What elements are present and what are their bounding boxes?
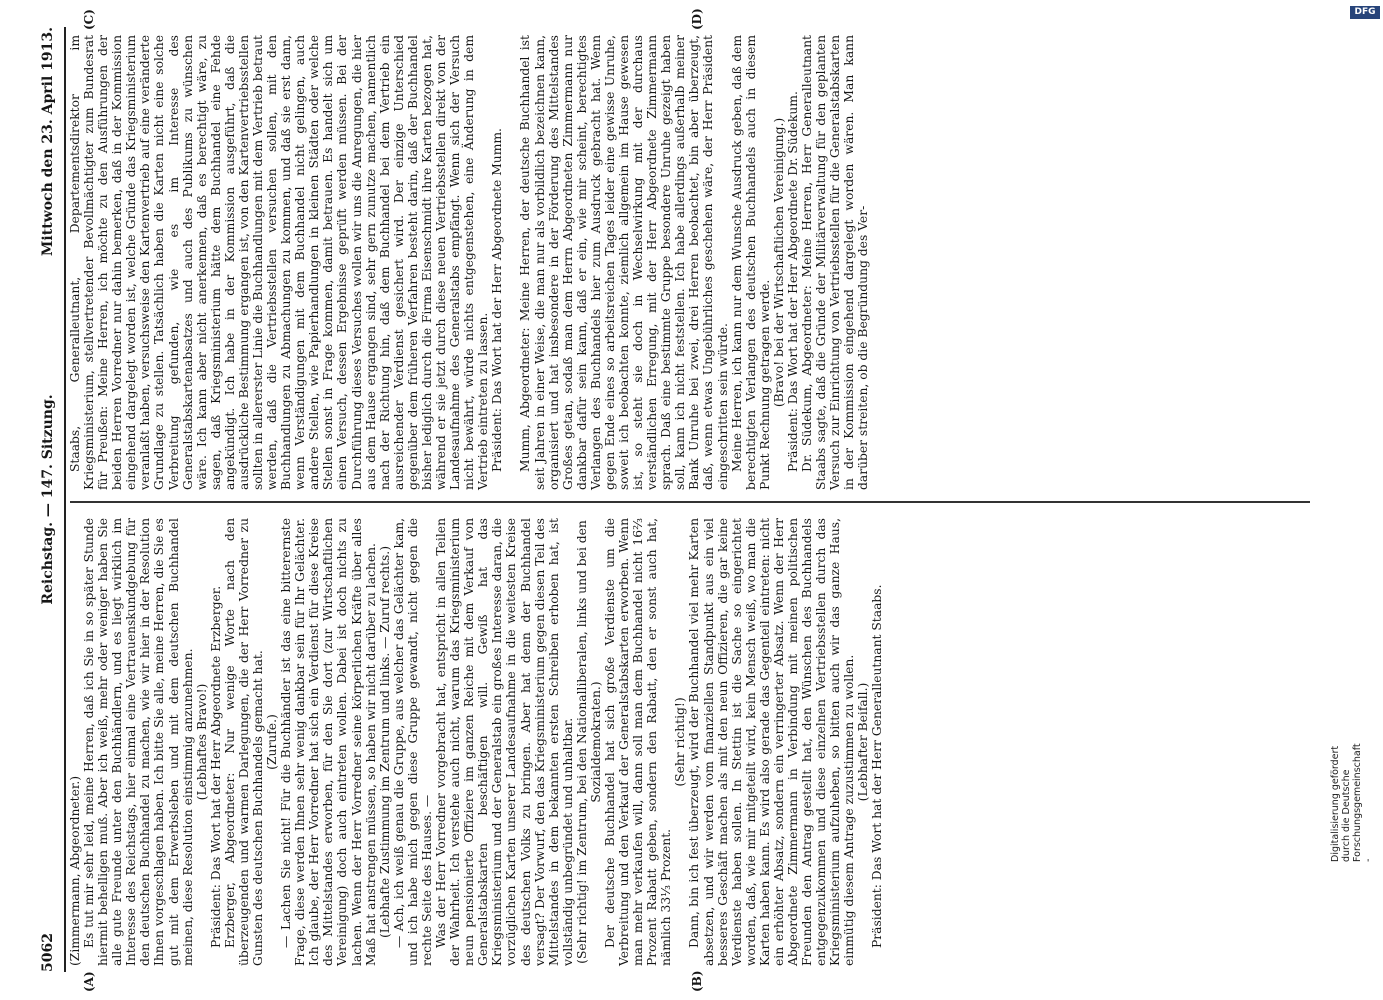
interjection: (Lebhaftes Bravo!)	[194, 683, 209, 801]
interjection: (Sehr richtig! im Zentrum, bei den Nationalliberalen, links und bei den Sozialdemokraten.)	[574, 520, 603, 964]
page-header	[40, 27, 62, 972]
interjection: (Bravo! bei der Wirtschaftlichen Vereinigung.)	[771, 117, 786, 408]
header-rule	[64, 27, 66, 972]
column-divider	[70, 502, 1310, 504]
speech-paragraph: Mumm, Abgeordneter: Meine Herren, der deutsche Buchhandel ist seit Jahren in einer Weise, die man nur als vorbildlich bezeichnen kann, organisiert und hat insbesondere in der Förderung des Mittelstandes Großes getan, sodaß man dem Herrn Abgeordneten Zimmermann nur dankbar dafür sein kann, daß er ein, wie mir scheint, berechtigtes Verlangen des Buchhandels hier zum Ausdruck gebracht hat. Wenn gegen Ende eines so arbeitsreichen Tages leider eine gewisse Unruhe, soweit ich beobachten konnte, ziemlich allgemein im Hause gewesen ist, so steht sie doch in Wechselwirkung mit der durchaus verständlichen Erregung, mit der Herr Abgeordnete Zimmermann sprach. Daß eine bestimmte Gruppe besondere Unruhe gezeigt haben soll, kann ich nicht feststellen. Ich habe allerdings außerhalb meiner Bank Unruhe bei zwei, drei Herren beobachtet, bin aber überzeugt, daß, wenn etwas Ungebührliches geschehen wäre, der Herr Präsident eingeschritten sein würde.	[518, 35, 730, 490]
speech-paragraph: Staabs, Generalleutnant, Departementsdirektor im Kriegsministerium, stellvertretender Bevollmächtigter zum Bundesrat für Preußen: Meine Herren, ich möchte zu den Ausführungen der beiden Herren Vorredner nur dahin bemerken, daß in der Kommission eingehend dargelegt worden ist, welche Gründe das Kriegsministerium veranlaßt haben, versuchsweise den Kartenvertrieb auf eine veränderte Grundlage zu stellen. Tatsächlich haben die Karten nicht eine solche Verbreitung gefunden, wie es im Interesse des Generalstabskartenabsatzes und auch des Publikums zu wünschen wäre. Ich kann aber nicht anerkennen, daß es berechtigt wäre, zu sagen, daß Kriegsministerium hätte dem Buchhandel eine Fehde angekündigt. Ich habe in der Kommission ausgeführt, daß die ausdrückliche Bestimmung ergangen ist, von den Kartenvertriebsstellen sollten in allererster Linie die Buchhandlungen mit dem Vertrieb betraut werden, daß die Vertriebsstellen versuchen sollen, mit den Buchhandlungen zu Abmachungen zu kommen, und daß sie erst dann, wenn Verständigungen mit dem Buchhandel nicht gelingen, auch andere Stellen, wie Papierhandlungen in kleinen Städten oder welche Stellen sonst in Frage kommen, damit betrauen. Es handelt sich um einen Versuch, dessen Ergebnisse geprüft werden müssen. Bei der Durchführung dieses Versuches wollen wir uns die Anregungen, die hier aus dem Hause ergangen sind, sehr gern zunutze machen, namentlich nach der Richtung hin, daß dem Buchhandel bei dem Vertrieb ein ausreichender Verdienst gesichert wird. Der einzige Unterschied gegenüber dem früheren Verfahren besteht darin, daß der Buchhandel bisher lediglich durch die Firma Eisenschmidt ihre Karten bezogen hat, während er sie jetzt durch diese neuen Vertriebsstellen direkt von der Landesaufnahme des Generalstabs empfängt. Wenn sich der Versuch nicht bewährt, würde nichts entgegenstehen, eine Änderung in dem Vertrieb eintreten zu lassen.	[68, 35, 491, 490]
dfg-logo: DFG	[1350, 6, 1380, 19]
speech-paragraph: — Ach, ich weiß genau die Gruppe, aus welcher das Gelächter kam, und ich habe mich gegen diese Gruppe gewandt, nicht gegen die rechte Seite des Hauses. —	[391, 518, 434, 966]
interjection: (Sehr richtig!)	[673, 697, 688, 787]
margin-mark-c: (C)	[82, 9, 96, 30]
margin-mark-a: (A)	[82, 971, 96, 992]
speech-paragraph: Es tut mir sehr leid, meine Herren, daß ich Sie in so später Stunde hiermit behelligen muß. Aber ich weiß, mehr oder weniger haben Sie alle gute Freunde unter den Buchhändlern, und es liegt wirklich im Interesse des Reichstags, hier einmal eine Vertrauenskundgebung für den deutschen Buchhandel zu machen, wie wir hier in der Resolution Ihnen vorgeschlagen haben. Ich bitte Sie alle, meine Herren, die Sie es gut mit dem Erwerbsleben und mit dem deutschen Buchhandel meinen, diese Resolution einstimmig anzunehmen.	[82, 518, 195, 966]
president-remark: Präsident: Das Wort hat der Herr Generalleutnant Staabs.	[870, 584, 885, 948]
president-remark: Präsident: Das Wort hat der Herr Abgeordnete Dr. Südekum.	[785, 91, 800, 472]
speech-paragraph: Dr. Südekum, Abgeordneter: Meine Herren, Herr Generalleutnant Staabs sagte, daß die Gründe der Militärverwaltung für den geplanten Versuch zur Einrichtung von Vertriebsstellen für die Generalstabskarten in der Kommission eingehend dargelegt worden wären. Man kann darüber streiten, ob die Begründung des Ver-	[799, 35, 871, 490]
speech-paragraph: Was der Herr Vorredner vorgebracht hat, entspricht in allen Teilen der Wahrheit. Ich verstehe auch nicht, warum das Kriegsministerium neun pensionierte Offiziere im ganzen Reiche mit dem Verkauf von Generalstabskarten beschäftigen will. Gewiß hat das Kriegsministerium und der Generalstab ein großes Interesse daran, die vorzüglichen Karten unserer Landesaufnahme in die weitesten Kreise des deutschen Volks zu bringen. Aber hat denn der Buchhandel versagt? Der Vorwurf, den das Kriegsministerium gegen diesen Teil des Mittelstandes in dem bekannten ersten Schreiben erhoben hat, ist vollständig unbegründet und unhaltbar.	[434, 518, 575, 966]
speech-paragraph: — Lachen Sie nicht! Für die Buchhändler ist das eine bitterernste Frage, diese werden Ihnen sehr wenig dankbar sein für Ihr Gelächter. Ich glaube, der Herr Vorredner hat sich ein Verdienst für diese Kreise des Mittelstandes erworben, für den Sie dort (zur Wirtschaftlichen Vereinigung) doch auch eintreten wollen. Dabei ist doch nichts zu lachen. Wenn der Herr Vorredner seine körperlichen Kräfte über alles Maß hat anstrengen müssen, so haben wir nicht darüber zu lachen.	[279, 518, 378, 966]
margin-mark-d: (D)	[690, 8, 704, 30]
speech-paragraph: Meine Herren, ich kann nur dem Wunsche Ausdruck geben, daß dem berechtigten Verlangen des deutschen Buchhandels auch in diesem Punkt Rechnung getragen werde.	[729, 35, 772, 490]
president-remark: Präsident: Das Wort hat der Herr Abgeordnete Mumm.	[490, 128, 505, 472]
margin-mark-b: (B)	[690, 970, 704, 992]
president-remark: Präsident: Das Wort hat der Herr Abgeordnete Erzberger.	[208, 585, 223, 948]
right-column	[68, 35, 870, 490]
speaker-continuation: (Zimmermann, Abgeordneter.)	[68, 775, 82, 966]
session-title: Reichstag. — 147. Sitzung.	[40, 394, 56, 605]
session-date: Mittwoch den 23. April 1913.	[40, 27, 56, 257]
speech-paragraph: Dann, bin ich fest überzeugt, wird der Buchhandel viel mehr Karten absetzen, und wir werden vom finanziellen Standpunkt aus ein viel besseres Geschäft machen als mit den neun Offizieren, die gar keine Verdienste haben sollen. In Stettin ist die Sache so eingerichtet worden, daß, wie mir mitgeteilt wird, kein Mensch weiß, wo man die Karten haben kann. Es wird also gerade das Gegenteil eintreten: nicht ein erhöhter Absatz, sondern ein verringerter Absatz. Wenn der Herr Abgeordnete Zimmermann in Verbindung mit meinen politischen Freunden den Antrag gestellt hat, den Wünschen des Buchhandels entgegenzukommen und diese einzelnen Vertriebsstellen durch das Kriegsministerium aufzuheben, so bitten auch wir das ganze Haus, einmütig diesem Antrage zuzustimmen zu wollen.	[687, 518, 857, 966]
interjection: (Lebhafter Beifall.)	[856, 682, 871, 802]
digitization-note: Digitalisierung gefördert durch die Deutsche Forschungsgemeinschaft -	[1330, 743, 1374, 862]
left-column	[68, 518, 885, 966]
interjection: (Lebhafte Zustimmung im Zentrum und links. — Zuruf rechts.)	[377, 545, 392, 939]
speech-paragraph: Der deutsche Buchhandel hat sich große Verdienste um die Verbreitung und den Verkauf der Generalstabskarten erworben. Wenn man mehr verkaufen will, dann soll man dem Buchhandel nicht 16⅔ Prozent Rabatt geben, sondern den Rabatt, den er sonst auch hat, nämlich 33⅓ Prozent.	[602, 518, 674, 966]
interjection: (Zurufe.)	[265, 714, 280, 770]
speech-paragraph: Erzberger, Abgeordneter: Nur wenige Worte nach den überzeugenden und warmen Darlegungen, die der Herr Vorredner zu Gunsten des deutschen Buchhandels gemacht hat.	[222, 518, 266, 966]
page-number: 5062	[40, 933, 56, 972]
